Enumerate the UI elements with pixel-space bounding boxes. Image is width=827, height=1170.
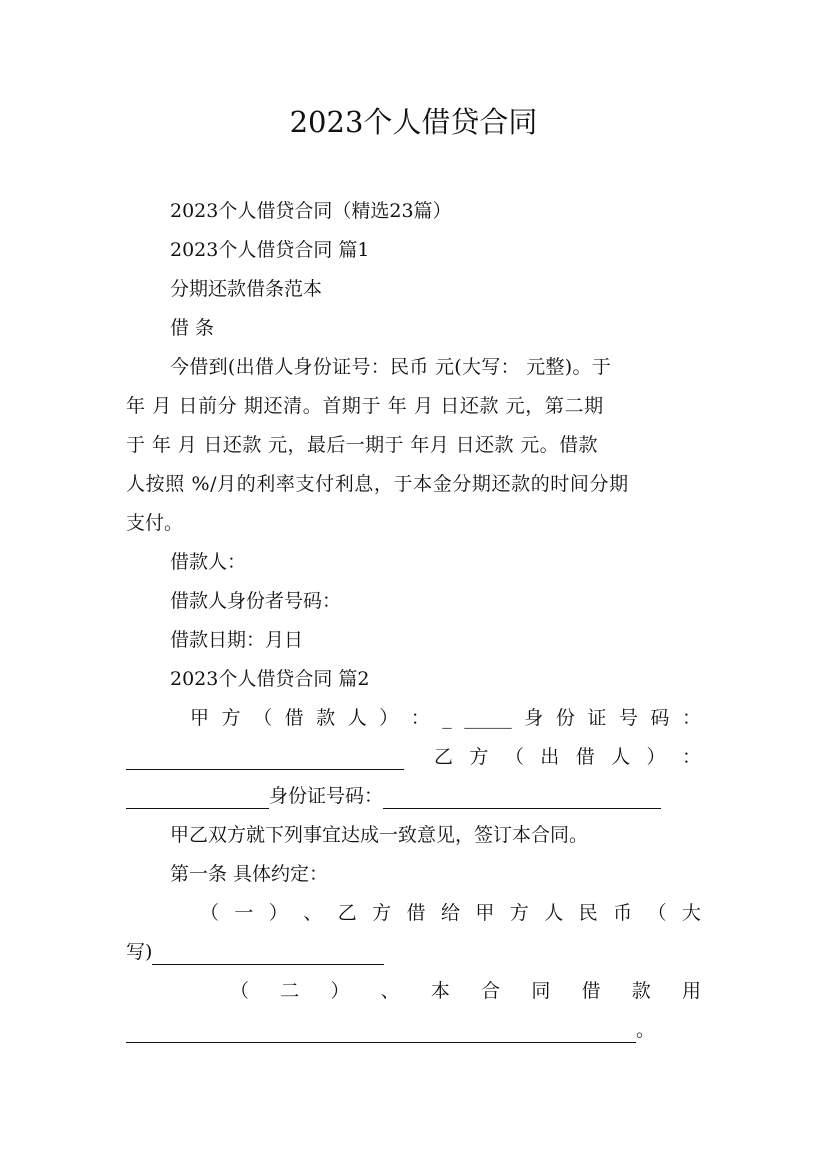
party-b-id-line	[126, 783, 661, 809]
item-2-char: （	[230, 980, 250, 1002]
party-a-char: 款	[316, 707, 336, 729]
collection-heading: 2023个人借贷合同（精选23篇）	[170, 200, 452, 222]
party-a-char: 甲	[190, 707, 210, 729]
party-b-label	[434, 744, 701, 770]
item-2-char: 款	[631, 980, 651, 1002]
item-1-tail: 写)	[126, 941, 153, 963]
item-2-char: 合	[481, 980, 501, 1002]
borrower-label: 借款人：	[170, 551, 247, 573]
party-b-char: ：	[681, 746, 701, 768]
document-title: 2023个人借贷合同	[289, 105, 538, 139]
item-1-char: 给	[440, 902, 460, 924]
item-2-char: 同	[531, 980, 551, 1002]
party-a-char: ）	[379, 707, 399, 729]
item-2-char: 本	[430, 980, 450, 1002]
item-1-char: 、	[303, 902, 323, 924]
party-a-char: ：	[681, 707, 701, 729]
borrower-id-label: 借款人身份者号码：	[170, 590, 342, 612]
party-b-char: 人	[611, 746, 631, 768]
article-1-heading: 第一条 具体约定：	[170, 863, 329, 885]
item-2-char: 借	[581, 980, 601, 1002]
item-1-amount-blank	[152, 944, 384, 965]
item-1-char: （	[200, 902, 220, 924]
item-2-tail-line	[126, 1017, 655, 1043]
note-body-line-5: 支付。	[126, 512, 184, 534]
item-2-char: ）	[330, 980, 350, 1002]
item-2-purpose-blank	[126, 1022, 636, 1043]
party-a-char: （	[253, 707, 273, 729]
party-a-char: 方	[221, 707, 241, 729]
party-a-id-blank	[126, 749, 404, 770]
note-body-line-1: 今借到(出借人身份证号：民币 元(大写： 元整)。于	[170, 356, 612, 378]
party-a-char: 借	[284, 707, 304, 729]
item-1-char: 方	[509, 902, 529, 924]
party-b-id-label: 身份证号码：	[269, 785, 384, 807]
party-a-char: ：	[410, 707, 430, 729]
note-body-line-2: 年 月 日前分 期还清。首期于 年 月 日还款 元，第二期	[126, 395, 604, 417]
item-2-end: 。	[636, 1019, 656, 1041]
item-1-line	[200, 900, 701, 926]
party-a-char: 码	[650, 707, 670, 729]
item-1-char: （	[647, 902, 667, 924]
party-a-char: 份	[555, 707, 575, 729]
party-b-line	[126, 744, 701, 770]
item-2-char: 二	[280, 980, 300, 1002]
party-a-line	[190, 705, 701, 731]
part2-heading: 2023个人借贷合同 篇2	[170, 668, 370, 690]
note-title: 借 条	[170, 317, 215, 339]
party-b-char: （	[504, 746, 524, 768]
item-1-char: 借	[406, 902, 426, 924]
item-1-char: 一	[234, 902, 254, 924]
item-1-char: 人	[544, 902, 564, 924]
party-a-char: 证	[587, 707, 607, 729]
item-1-char: 甲	[475, 902, 495, 924]
template-subtitle: 分期还款借条范本	[170, 278, 323, 300]
party-a-char: 人	[347, 707, 367, 729]
borrow-date-label: 借款日期：月日	[170, 629, 304, 651]
party-a-char: 身	[524, 707, 544, 729]
item-1-char: 大	[681, 902, 701, 924]
item-1-char: 乙	[337, 902, 357, 924]
item-1-char: ）	[268, 902, 288, 924]
party-b-char: 方	[469, 746, 489, 768]
item-2-char: 用	[681, 980, 701, 1002]
note-body-line-4: 人按照 %/月的利率支付利息，于本金分期还款的时间分期	[126, 473, 629, 495]
party-b-name-blank	[126, 788, 269, 809]
party-a-char: _____	[464, 707, 512, 729]
party-b-char: 乙	[434, 746, 454, 768]
item-2-line	[230, 978, 701, 1004]
item-2-char: 、	[380, 980, 400, 1002]
party-a-char: _	[442, 707, 452, 729]
item-1-tail-line	[126, 939, 384, 965]
party-b-char: ）	[646, 746, 666, 768]
part1-heading: 2023个人借贷合同 篇1	[170, 239, 370, 261]
party-b-char: 借	[575, 746, 595, 768]
item-1-char: 方	[372, 902, 392, 924]
party-a-char: 号	[618, 707, 638, 729]
party-b-char: 出	[540, 746, 560, 768]
item-1-char: 币	[613, 902, 633, 924]
agreement-statement: 甲乙双方就下列事宜达成一致意见，签订本合同。	[170, 824, 589, 846]
party-b-id-blank	[383, 788, 661, 809]
note-body-line-3: 于 年 月 日还款 元，最后一期于 年月 日还款 元。借款	[126, 434, 598, 456]
item-1-char: 民	[578, 902, 598, 924]
